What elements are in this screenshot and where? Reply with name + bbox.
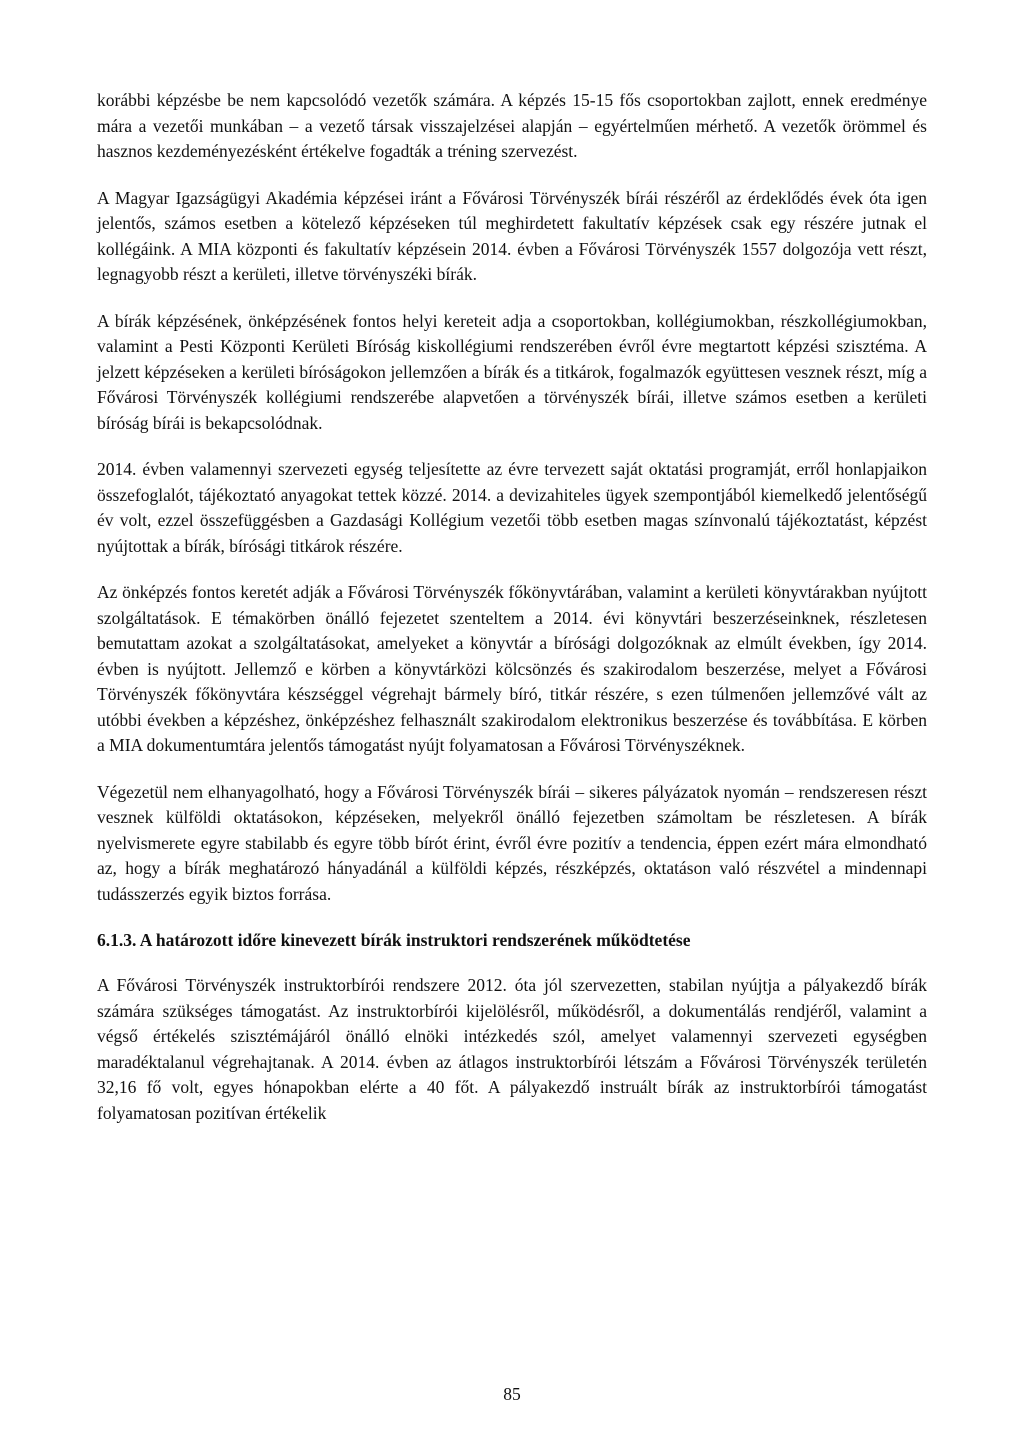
paragraph-mia-trainings: A Magyar Igazságügyi Akadémia képzései iránt a Fővárosi Törvényszék bírái részéről az érdeklődés évek óta igen jelentős, számos esetben a kötelező képzéseken túl meghirdetett fakultatív képzések csak egy részére jutnak el kollégáink. A MIA központi és fakultatív képzésein 2014. évben a Fővárosi Törvényszék 1557 dolgozója vett részt, legnagyobb részt a kerületi, illetve törvényszéki bírák.	[97, 187, 927, 284]
paragraph-local-training: A bírák képzésének, önképzésének fontos helyi kereteit adja a csoportokban, kollégiumokban, részkollégiumokban, valamint a Pesti Központi Kerületi Bíróság kiskollégiumi rendszerében évről évre megtartott képzési szisztéma. A jelzett képzéseken a kerületi bíróságokon jellemzően a bírák és a titkárok, fogalmazók együttesen vesznek részt, míg a Fővárosi Törvényszék kollégiumi rendszerébe alapvetően a törvényszék bírái, illetve számos esetben a kerületi bíróság bírái is bekapcsolódnak.	[97, 310, 927, 433]
paragraph-leadership-training: korábbi képzésbe be nem kapcsolódó vezetők számára. A képzés 15-15 fős csoportokban zajlott, ennek eredménye mára a vezetői munkában – a vezető társak visszajelzései alapján – egyértelműen mérhető. A vezetők örömmel és hasznos kezdeményezésként értékelve fogadták a tréning szervezést.	[97, 90, 927, 161]
page-number: 85	[503, 1384, 521, 1404]
section-heading: 6.1.3. A határozott időre kinevezett bírák instruktori rendszerének működtetése	[97, 930, 691, 950]
paragraph-instructor-system: A Fővárosi Törvényszék instruktorbírói rendszere 2012. óta jól szervezetten, stabilan nyújtja a pályakezdő bírák számára szükséges támogatást. Az instruktorbírói kijelölésről, működésről, a dokumentálás rendjéről, valamint a végső értékelés szisztémájáról önálló elnöki intézkedés szól, amelyet valamennyi szervezeti egységben maradéktalanul végrehajtanak. A 2014. évben az átlagos instruktorbírói létszám a Fővárosi Törvényszék területén 32,16 fő volt, egyes hónapokban elérte a 40 főt. A pályakezdő instruált bírák az instruktorbírói támogatást folyamatosan pozitívan értékelik	[97, 975, 927, 1123]
paragraph-2014-programs: 2014. évben valamennyi szervezeti egység teljesítette az évre tervezett saját oktatási programját, erről honlapjaikon összefoglalót, tájékoztató anyagokat tettek közzé. 2014. a devizahiteles ügyek szempontjából kiemelkedő jelentőségű év volt, ezzel összefüggésben a Gazdasági Kollégium vezetői több esetben magas színvonalú tájékoztatást, képzést nyújtottak a bírák, bírósági titkárok részére.	[97, 459, 927, 556]
document-page	[97, 88, 927, 1147]
paragraph-foreign-training: Végezetül nem elhanyagolható, hogy a Fővárosi Törvényszék bírái – sikeres pályázatok nyomán – rendszeresen részt vesznek külföldi oktatásokon, képzéseken, melyekről önálló fejezetben számoltam be részletesen. A bírák nyelvismerete egyre stabilabb és egyre több bírót érint, évről évre pozitív a tendencia, éppen ezért mára elmondható az, hogy a bírák meghatározó hányadánál a külföldi képzés, részképzés, oktatáson való részvétel a mindennapi tudásszerzés egyik biztos forrása.	[97, 781, 927, 904]
paragraph-library-services: Az önképzés fontos keretét adják a Fővárosi Törvényszék főkönyvtárában, valamint a kerületi könyvtárakban nyújtott szolgáltatások. E témakörben önálló fejezetet szenteltem a 2014. évi könyvtári beszerzéseinknek, részletesen bemutattam azokat a szolgáltatásokat, amelyeket a könyvtár a bírósági dolgozóknak az elmúlt években, így 2014. évben is nyújtott. Jellemző e körben a könyvtárközi kölcsönzés és szakirodalom beszerzése, melyet a Fővárosi Törvényszék főkönyvtára készséggel végrehajt bármely bíró, titkár részére, s ezen túlmenően jellemzővé vált az utóbbi években a képzéshez, önképzéshez felhasznált szakirodalom elektronikus beszerzése és továbbítása. E körben a MIA dokumentumtára jelentős támogatást nyújt folyamatosan a Fővárosi Törvényszéknek.	[97, 582, 927, 755]
